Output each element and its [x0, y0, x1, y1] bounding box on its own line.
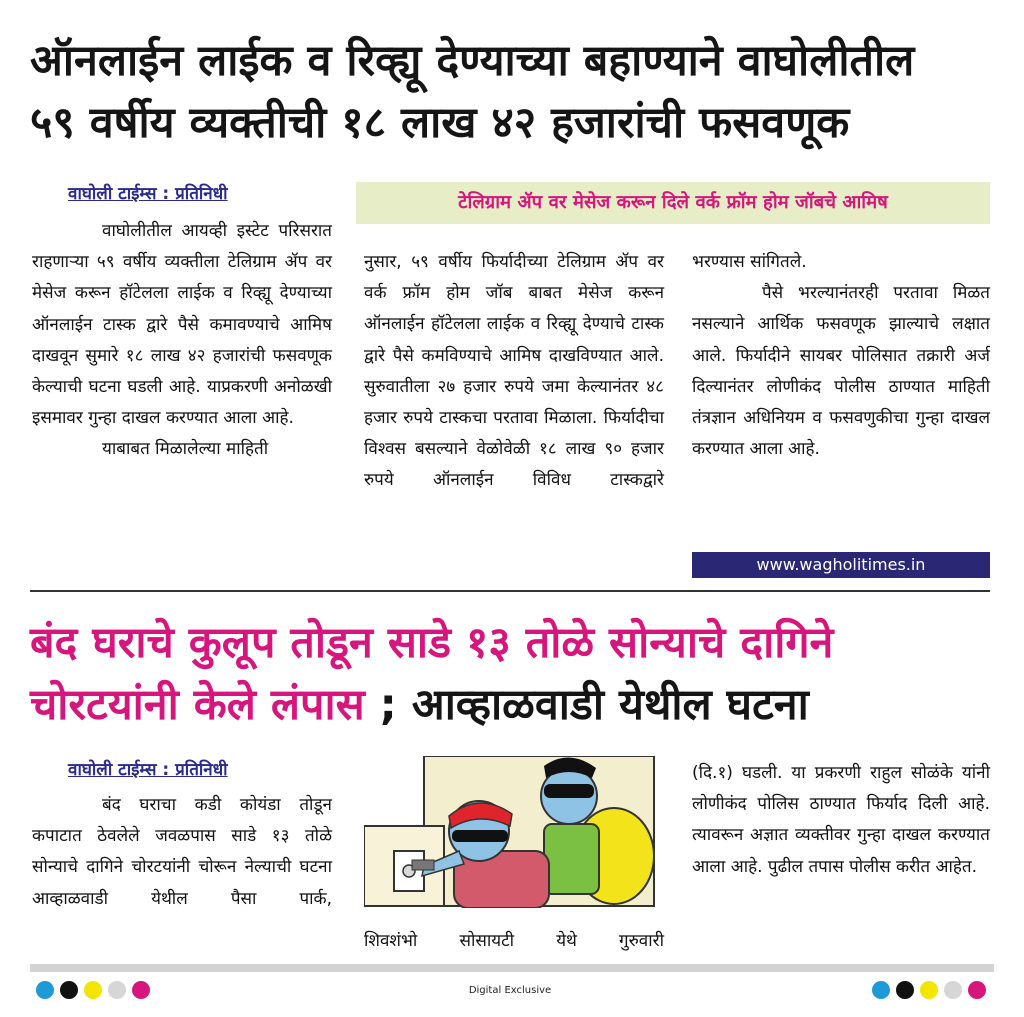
article1-headline-line1: ऑनलाईन लाईक व रिव्ह्यू देण्याच्या बहाण्याने वाघोलीतील: [30, 36, 915, 86]
article1-column-1: [32, 216, 332, 466]
article1-column-3: [692, 247, 990, 465]
article-divider: [30, 590, 990, 592]
website-banner[interactable]: www.wagholitimes.in: [692, 552, 990, 578]
thieves-illustration: [364, 756, 662, 908]
article2-column-1: [32, 790, 332, 915]
footer-label: Digital Exclusive: [468, 985, 552, 996]
article2-headline: [30, 612, 1000, 736]
color-dots-left: [36, 981, 150, 999]
article2-col2-paragraph: शिवशंभो सोसायटी येथे गुरुवारी: [364, 931, 664, 951]
article1-column-2: [364, 247, 664, 497]
color-dot: [968, 981, 986, 999]
article2-column-2: [364, 926, 664, 957]
color-dots-right: [872, 981, 986, 999]
article2-headline-line1: बंद घराचे कुलूप तोडून साडे १३ तोळे सोन्याचे दागिने: [30, 618, 834, 668]
color-dot: [944, 981, 962, 999]
color-dot: [896, 981, 914, 999]
color-dot: [36, 981, 54, 999]
article2-headline-line2: [30, 674, 1000, 736]
color-dot: [132, 981, 150, 999]
article1-byline: वाघोली टाईम्स : प्रतिनिधी: [68, 184, 228, 204]
color-dot: [108, 981, 126, 999]
color-dot: [872, 981, 890, 999]
article2-col1-paragraph: बंद घराचा कडी कोयंडा तोडून कपाटात ठेवलेले जवळपास साडे १३ तोळे सोन्याचे दागिने चोरटयांनी चोरून नेल्याची घटना आव्हाळवाडी येथील पैसा पार्क,: [32, 795, 332, 909]
article2-col3-paragraph: (दि.१) घडली. या प्रकरणी राहुल सोळंके यांनी लोणीकंद पोलिस ठाण्यात फिर्याद दिली आहे. त्यावरून अज्ञात व्यक्तीवर गुन्हा दाखल करण्यात आला आहे. पुढील तपास पोलीस करीत आहेत.: [692, 763, 990, 877]
color-dot: [60, 981, 78, 999]
article2-headline-line2-pink: चोरटयांनी केले लंपास: [30, 680, 365, 730]
article2-headline-line2-dark: ; आव्हाळवाडी येथील घटना: [364, 680, 809, 730]
article1-col3-paragraph: भरण्यास सांगितले.: [692, 252, 807, 272]
article2-column-3: [692, 758, 990, 883]
article2-byline: वाघोली टाईम्स : प्रतिनिधी: [68, 760, 228, 780]
article1-subheading: टेलिग्राम ॲप वर मेसेज करून दिले वर्क फ्रॉम होम जॉबचे आमिष: [356, 182, 990, 224]
article1-col2-paragraph: नुसार, ५९ वर्षीय फिर्यादीच्या टेलिग्राम ॲप वर वर्क फ्रॉम होम जॉब बाबत मेसेज करून ऑनलाईन हॉटेलला लाईक व रिव्ह्यू देण्याचे टास्क द्वारे पैसे कमविण्याचे आमिष दाखविण्यात आले. सुरुवातीला २७ हजार रुपये जमा केल्यानंतर ४८ हजार रुपये टास्कचा परतावा मिळाला. फिर्यादीचा विश्वस बसल्याने वेळोवेळी १८ लाख ९० हजार रुपये ऑनलाईन विविध टास्कद्वारे: [364, 252, 664, 491]
article1-headline-line2: ५९ वर्षीय व्यक्तीची १८ लाख ४२ हजारांची फसवणूक: [30, 98, 850, 148]
article1-col3-paragraph: पैसे भरल्यानंतरही परतावा मिळत नसल्याने आर्थिक फसवणूक झाल्याचे लक्षात आले. फिर्यादीने सायबर पोलिसात तक्रारी अर्ज दिल्यानंतर लोणीकंद पोलीस ठाण्यात माहिती तंत्रज्ञान अधिनियम व फसवणुकीचा गुन्हा दाखल करण्यात आला आहे.: [692, 283, 990, 460]
footer-bar: [30, 964, 994, 972]
article1-headline: [30, 30, 1000, 154]
article1-col1-paragraph: याबाबत मिळालेल्या माहिती: [102, 439, 269, 460]
color-dot: [920, 981, 938, 999]
article1-col1-paragraph: वाघोलीतील आयव्ही इस्टेट परिसरात राहणाऱ्या ५९ वर्षीय व्यक्तीला टेलिग्राम ॲप वर मेसेज करून हॉटेलला लाईक व रिव्ह्यू देण्याच्या ऑनलाईन टास्क द्वारे पैसे कमावण्याचे आमिष दाखवून सुमारे १८ लाख ४२ हजारांची फसवणूक केल्याची घटना घडली आहे. याप्रकरणी अनोळखी इसमावर गुन्हा दाखल करण्यात आला आहे.: [32, 221, 332, 429]
color-dot: [84, 981, 102, 999]
